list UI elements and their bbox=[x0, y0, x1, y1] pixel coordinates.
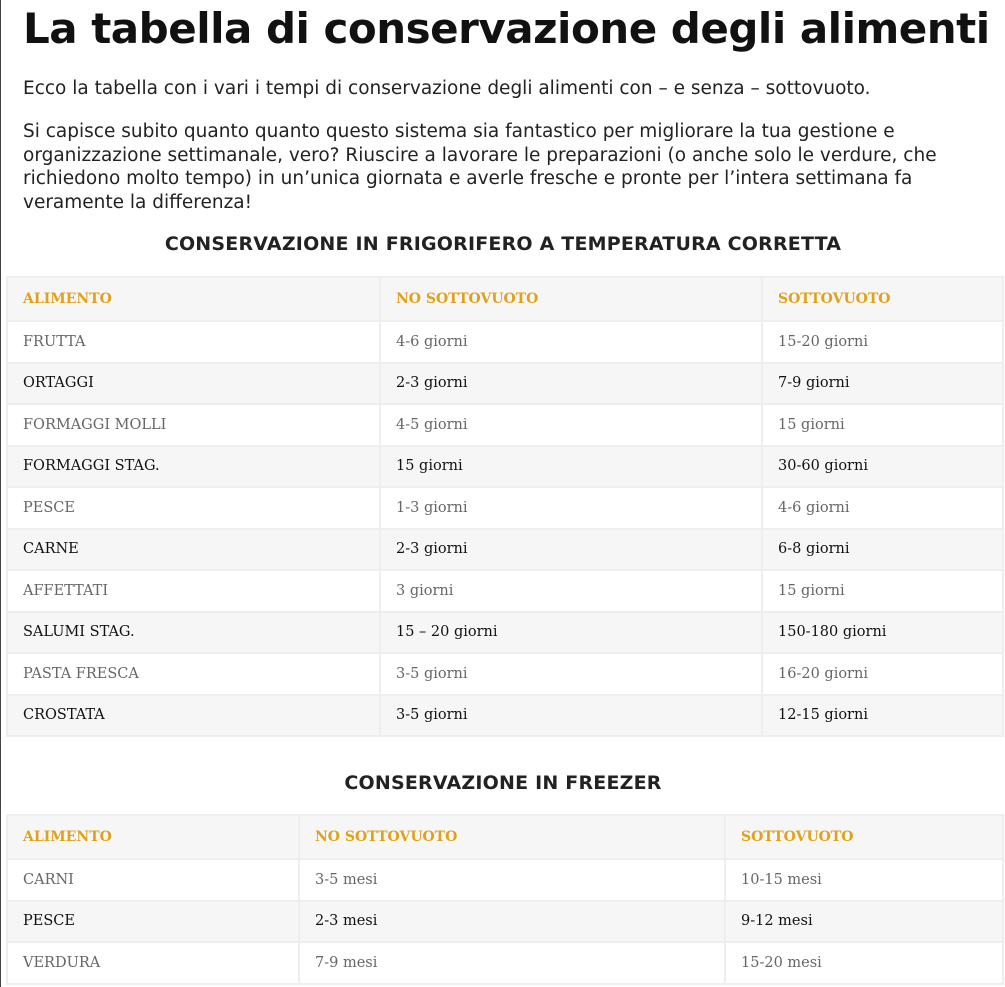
table-row bbox=[7, 363, 1003, 405]
intro-paragraph: Ecco la tabella con i vari i tempi di conservazione degli alimenti con – e senza – sottovuoto. bbox=[23, 78, 871, 99]
cell-alimento: FORMAGGI STAG. bbox=[7, 446, 380, 488]
fridge-section-title: CONSERVAZIONE IN FRIGORIFERO A TEMPERATURA CORRETTA bbox=[164, 233, 842, 255]
table-row bbox=[7, 570, 1003, 612]
cell-no-sottovuoto: 3-5 mesi bbox=[299, 859, 725, 901]
freezer-table bbox=[6, 814, 1004, 985]
cell-sottovuoto: 7-9 giorni bbox=[762, 363, 1003, 405]
cell-no-sottovuoto: 3-5 giorni bbox=[380, 653, 762, 695]
cell-sottovuoto: 15-20 mesi bbox=[725, 942, 1003, 984]
table-row bbox=[7, 446, 1003, 488]
cell-no-sottovuoto: 4-6 giorni bbox=[380, 321, 762, 363]
table-header-row bbox=[7, 815, 1003, 859]
cell-sottovuoto: 150-180 giorni bbox=[762, 612, 1003, 654]
cell-sottovuoto: 10-15 mesi bbox=[725, 859, 1003, 901]
table-row bbox=[7, 695, 1003, 737]
column-header-alimento: ALIMENTO bbox=[7, 815, 299, 859]
column-header-no-sottovuoto: NO SOTTOVUOTO bbox=[299, 815, 725, 859]
cell-sottovuoto: 12-15 giorni bbox=[762, 695, 1003, 737]
table-header-row bbox=[7, 277, 1003, 321]
cell-no-sottovuoto: 2-3 giorni bbox=[380, 363, 762, 405]
cell-alimento: AFFETTATI bbox=[7, 570, 380, 612]
cell-no-sottovuoto: 2-3 giorni bbox=[380, 529, 762, 571]
cell-no-sottovuoto: 7-9 mesi bbox=[299, 942, 725, 984]
table-row bbox=[7, 653, 1003, 695]
table-row bbox=[7, 612, 1003, 654]
table-row bbox=[7, 901, 1003, 943]
table-row bbox=[7, 859, 1003, 901]
table-row bbox=[7, 942, 1003, 984]
cell-alimento: FORMAGGI MOLLI bbox=[7, 404, 380, 446]
body-paragraph: Si capisce subito quanto quanto questo sistema sia fantastico per migliorare la tua gestione e organizzazione settimanale, vero? Riuscire a lavorare le preparazioni (o anche solo le verdure, che richiedono molto tempo) in un’unica giornata e averle fresche e pronte per l’intera settimana fa veramente la differenza! bbox=[23, 121, 937, 213]
column-header-alimento: ALIMENTO bbox=[7, 277, 380, 321]
cell-no-sottovuoto: 2-3 mesi bbox=[299, 901, 725, 943]
column-header-no-sottovuoto: NO SOTTOVUOTO bbox=[380, 277, 762, 321]
cell-alimento: CARNI bbox=[7, 859, 299, 901]
cell-alimento: CROSTATA bbox=[7, 695, 380, 737]
column-header-sottovuoto: SOTTOVUOTO bbox=[762, 277, 1003, 321]
cell-alimento: FRUTTA bbox=[7, 321, 380, 363]
cell-sottovuoto: 15 giorni bbox=[762, 570, 1003, 612]
cell-no-sottovuoto: 1-3 giorni bbox=[380, 487, 762, 529]
cell-alimento: ORTAGGI bbox=[7, 363, 380, 405]
cell-no-sottovuoto: 15 giorni bbox=[380, 446, 762, 488]
table-row bbox=[7, 529, 1003, 571]
cell-sottovuoto: 16-20 giorni bbox=[762, 653, 1003, 695]
cell-alimento: PESCE bbox=[7, 487, 380, 529]
cell-alimento: CARNE bbox=[7, 529, 380, 571]
fridge-table bbox=[6, 276, 1004, 737]
table-row bbox=[7, 487, 1003, 529]
page-title: La tabella di conservazione degli alimenti bbox=[23, 4, 990, 53]
table-row bbox=[7, 404, 1003, 446]
cell-sottovuoto: 9-12 mesi bbox=[725, 901, 1003, 943]
cell-no-sottovuoto: 3 giorni bbox=[380, 570, 762, 612]
cell-no-sottovuoto: 15 – 20 giorni bbox=[380, 612, 762, 654]
cell-sottovuoto: 15 giorni bbox=[762, 404, 1003, 446]
cell-alimento: PESCE bbox=[7, 901, 299, 943]
cell-sottovuoto: 6-8 giorni bbox=[762, 529, 1003, 571]
cell-no-sottovuoto: 3-5 giorni bbox=[380, 695, 762, 737]
cell-no-sottovuoto: 4-5 giorni bbox=[380, 404, 762, 446]
cell-sottovuoto: 4-6 giorni bbox=[762, 487, 1003, 529]
cell-sottovuoto: 30-60 giorni bbox=[762, 446, 1003, 488]
freezer-section-title: CONSERVAZIONE IN FREEZER bbox=[344, 772, 662, 794]
cell-sottovuoto: 15-20 giorni bbox=[762, 321, 1003, 363]
cell-alimento: PASTA FRESCA bbox=[7, 653, 380, 695]
cell-alimento: VERDURA bbox=[7, 942, 299, 984]
column-header-sottovuoto: SOTTOVUOTO bbox=[725, 815, 1003, 859]
cell-alimento: SALUMI STAG. bbox=[7, 612, 380, 654]
table-row bbox=[7, 321, 1003, 363]
